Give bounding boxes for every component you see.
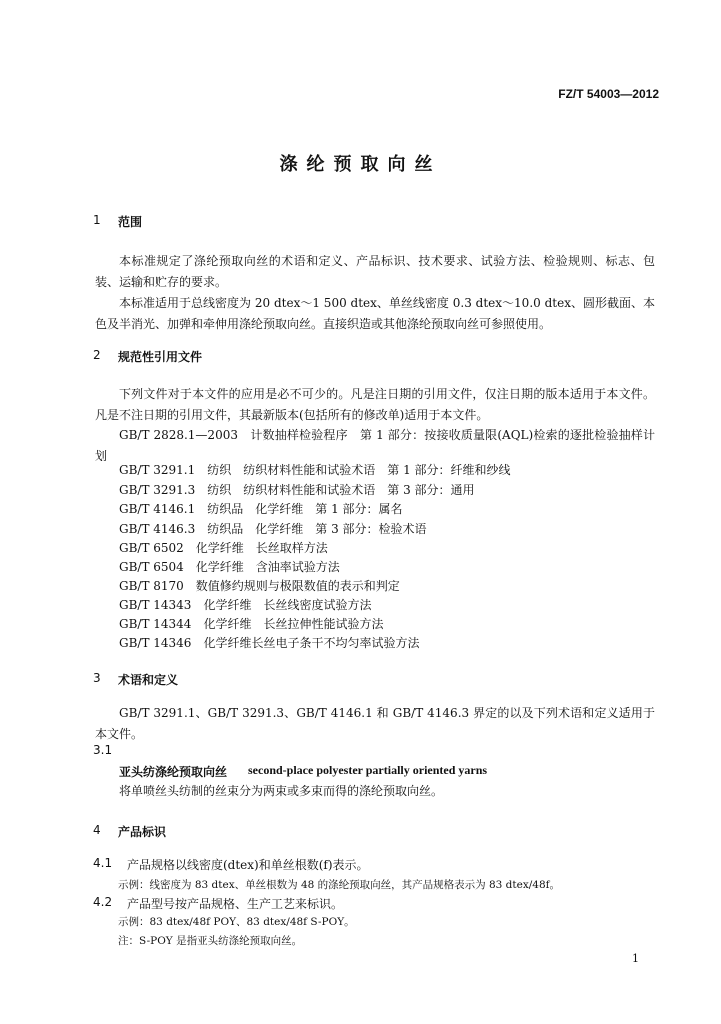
paragraph: GB/T 3291.1、GB/T 3291.3、GB/T 4146.1 和 GB/T 4146.3 界定的以及下列术语和定义适用于本文件。 xyxy=(95,706,655,741)
document-title: 涤纶预取向丝 xyxy=(279,154,442,175)
section-title: 产品标识 xyxy=(118,825,167,839)
subsection-number: 3.1 xyxy=(93,743,113,757)
section-title: 范围 xyxy=(118,215,143,229)
subsection-number: 4.2 xyxy=(93,895,113,909)
subsection-text: 产品型号按产品规格、生产工艺来标识。 xyxy=(127,897,344,911)
standard-code: FZ/T 54003—2012 xyxy=(558,87,659,101)
reference-item: GB/T 3291.1 纺织 纺织材料性能和试验术语 第 1 部分：纤维和纱线 xyxy=(119,463,511,477)
example-text: 示例：线密度为 83 dtex、单丝根数为 48 的涤纶预取向丝，其产品规格表示为 83 dtex/48f。 xyxy=(118,879,561,891)
section-number: 1 xyxy=(93,213,101,227)
reference-item: GB/T 14346 化学纤维长丝电子条干不均匀率试验方法 xyxy=(119,636,420,650)
section-title: 规范性引用文件 xyxy=(118,350,203,364)
reference-item: GB/T 14343 化学纤维 长丝线密度试验方法 xyxy=(119,598,372,612)
reference-item: GB/T 3291.3 纺织 纺织材料性能和试验术语 第 3 部分：通用 xyxy=(119,483,475,497)
term-definition: 将单喷丝头纺制的丝束分为两束或多束而得的涤纶预取向丝。 xyxy=(119,784,444,798)
section-title: 术语和定义 xyxy=(118,673,179,687)
paragraph: 下列文件对于本文件的应用是必不可少的。凡是注日期的引用文件，仅注日期的版本适用于本文件。凡是不注日期的引用文件，其最新版本(包括所有的修改单)适用于本文件。 xyxy=(95,387,655,422)
section-number: 3 xyxy=(93,671,101,685)
reference-item: GB/T 2828.1—2003 计数抽样检验程序 第 1 部分：按接收质量限(AQL)检索的逐批检验抽样计划 xyxy=(95,428,655,463)
example-text: 示例：83 dtex/48f POY、83 dtex/48f S-POY。 xyxy=(118,916,355,928)
section-number: 4 xyxy=(93,823,101,837)
paragraph: 本标准适用于总线密度为 20 dtex～1 500 dtex、单丝线密度 0.3 dtex～10.0 dtex、圆形截面、本色及半消光、加弹和牵伸用涤纶预取向丝。直接织造或其他涤纶预取向丝可参照使用。 xyxy=(95,296,655,331)
reference-item: GB/T 4146.1 纺织品 化学纤维 第 1 部分：属名 xyxy=(119,502,403,516)
reference-item: GB/T 6504 化学纤维 含油率试验方法 xyxy=(119,560,340,574)
term-chinese: 亚头纺涤纶预取向丝 xyxy=(119,765,228,779)
reference-item: GB/T 14344 化学纤维 长丝拉伸性能试验方法 xyxy=(119,617,384,631)
subsection-text: 产品规格以线密度(dtex)和单丝根数(f)表示。 xyxy=(127,858,369,872)
term-english: second-place polyester partially oriented yarns xyxy=(248,763,488,777)
reference-item: GB/T 6502 化学纤维 长丝取样方法 xyxy=(119,541,328,555)
reference-item: GB/T 4146.3 纺织品 化学纤维 第 3 部分：检验术语 xyxy=(119,522,427,536)
section-number: 2 xyxy=(93,348,101,362)
paragraph: 本标准规定了涤纶预取向丝的术语和定义、产品标识、技术要求、试验方法、检验规则、标志、包装、运输和贮存的要求。 xyxy=(95,254,655,289)
page-number: 1 xyxy=(632,952,639,965)
reference-item: GB/T 8170 数值修约规则与极限数值的表示和判定 xyxy=(119,579,400,593)
note-text: 注：S-POY 是指亚头纺涤纶预取向丝。 xyxy=(118,935,303,947)
subsection-number: 4.1 xyxy=(93,856,113,870)
